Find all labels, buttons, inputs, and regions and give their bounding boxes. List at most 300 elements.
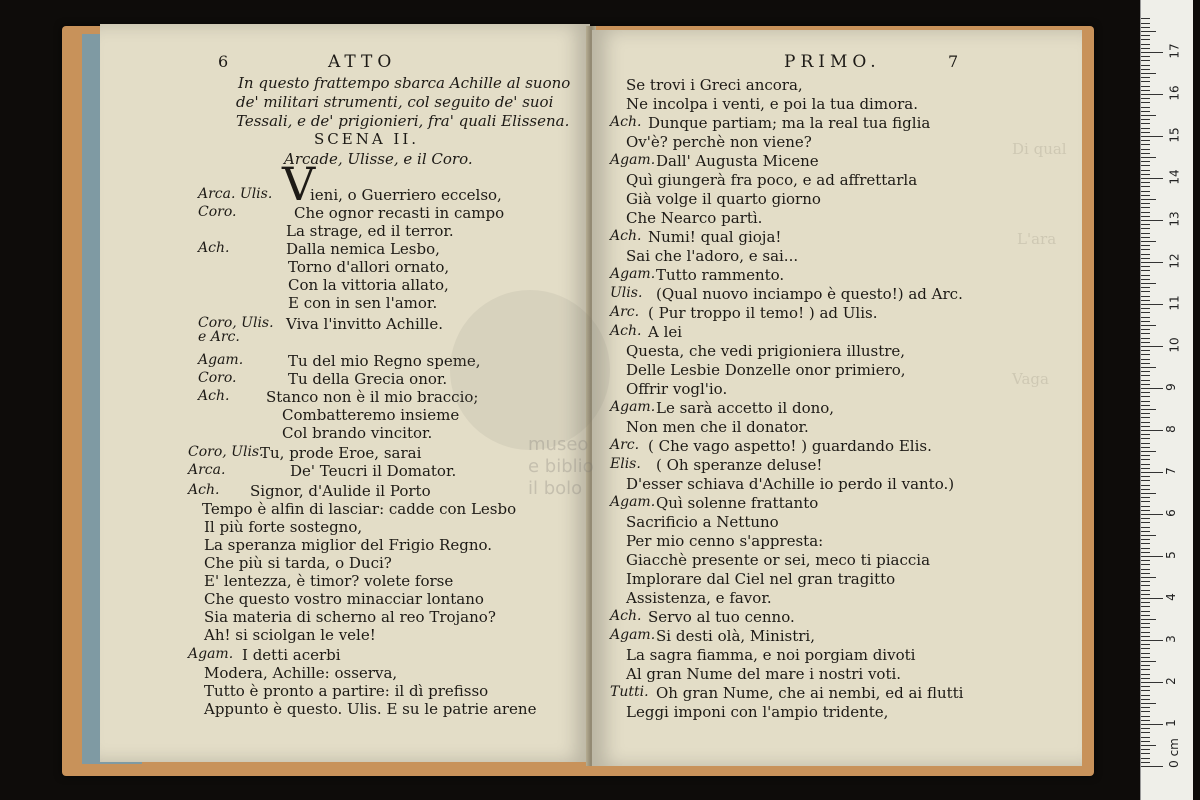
ruler-tick (1141, 354, 1150, 355)
ruler-tick (1141, 510, 1150, 511)
ruler-tick (1141, 585, 1150, 586)
ruler-tick (1141, 602, 1150, 603)
bleed-through-text: Vaga (1012, 370, 1049, 388)
ruler-tick (1141, 619, 1156, 620)
dialogue-line: Appunto è questo. Ulis. E su le patrie arene (204, 700, 537, 718)
ruler-tick (1141, 77, 1150, 78)
ruler-tick (1141, 60, 1150, 61)
ruler-tick (1141, 615, 1150, 616)
ruler-tick (1141, 266, 1150, 267)
ruler-tick (1141, 329, 1150, 330)
ruler-tick (1141, 249, 1150, 250)
ruler-tick (1141, 627, 1150, 628)
ruler-tick (1141, 724, 1163, 725)
ruler-tick (1141, 170, 1150, 171)
ruler-tick (1141, 632, 1150, 633)
dialogue-line: ( Oh speranze deluse! (656, 456, 823, 474)
dialogue-line: Combatteremo insieme (282, 406, 460, 424)
ruler-tick (1141, 220, 1163, 221)
ruler-tick (1141, 304, 1163, 305)
ruler-tick (1141, 342, 1150, 343)
dialogue-line: E' lentezza, è timor? volete forse (204, 572, 454, 590)
dialogue-line: Assistenza, e favor. (626, 589, 772, 607)
ruler-tick (1141, 548, 1150, 549)
ruler-number: 15 (1167, 127, 1182, 143)
dialogue-line: Dalla nemica Lesbo, (286, 240, 440, 258)
ruler-tick (1141, 224, 1150, 225)
dialogue-line: Quì solenne frattanto (656, 494, 819, 512)
ruler-tick (1141, 476, 1150, 477)
ruler-tick (1141, 573, 1150, 574)
ruler-tick (1141, 98, 1150, 99)
dialogue-line: (Qual nuovo inciampo è questo!) ad Arc. (656, 285, 963, 303)
ruler-tick (1141, 102, 1150, 103)
dialogue-line: La strage, ed il terror. (286, 222, 454, 240)
ruler-tick (1141, 94, 1163, 95)
ruler-tick (1141, 514, 1163, 515)
dialogue-line: Che Nearco partì. (626, 209, 763, 227)
ruler-tick (1141, 39, 1150, 40)
ruler-tick (1141, 359, 1150, 360)
watermark-logo (450, 290, 610, 450)
ruler-number: 5 (1163, 551, 1178, 559)
ruler-tick (1141, 648, 1150, 649)
ruler-tick (1141, 283, 1156, 284)
speaker-label: e Arc. (198, 329, 240, 345)
ruler-tick (1141, 384, 1150, 385)
dialogue-line: Stanco non è il mio braccio; (266, 388, 479, 406)
ruler-tick (1141, 111, 1150, 112)
ruler-tick (1141, 493, 1156, 494)
speaker-label: Elis. (610, 456, 641, 472)
dialogue-line: Col brando vincitor. (282, 424, 433, 442)
ruler-tick (1141, 396, 1150, 397)
ruler-tick (1141, 149, 1150, 150)
ruler-tick (1141, 745, 1156, 746)
ruler-tick (1141, 644, 1150, 645)
running-header-left: ATTO (328, 52, 397, 72)
dialogue-line: Le sarà accetto il dono, (656, 399, 835, 417)
ruler-tick (1141, 52, 1163, 53)
speaker-label: Ach. (198, 388, 230, 404)
dialogue-line: Servo al tuo cenno. (648, 608, 795, 626)
ruler-number: 3 (1163, 635, 1178, 643)
ruler-tick (1141, 262, 1163, 263)
ruler-tick (1141, 464, 1150, 465)
ruler-tick (1141, 581, 1150, 582)
ruler-tick (1141, 291, 1150, 292)
ruler-tick (1141, 569, 1150, 570)
ruler-tick (1141, 245, 1150, 246)
ruler-tick (1141, 598, 1163, 599)
dialogue-line: Signor, d'Aulide il Porto (250, 482, 431, 500)
ruler-tick (1141, 753, 1150, 754)
ruler-tick (1141, 119, 1150, 120)
ruler-tick (1141, 31, 1156, 32)
ruler-tick (1141, 178, 1163, 179)
speaker-label: Ach. (610, 114, 642, 130)
ruler-tick (1141, 623, 1150, 624)
ruler-tick (1141, 44, 1150, 45)
dialogue-line: Si desti olà, Ministri, (656, 627, 815, 645)
dialogue-line: Tu, prode Eroe, sarai (260, 444, 422, 462)
ruler-tick (1141, 447, 1150, 448)
bleed-through-text: L'ara (1017, 230, 1057, 248)
dialogue-line: A lei (648, 323, 683, 341)
ruler-tick (1141, 237, 1150, 238)
ruler-tick (1141, 115, 1156, 116)
ruler-tick (1141, 657, 1150, 658)
ruler-tick (1141, 749, 1150, 750)
stage-direction-line: de' militari strumenti, col seguito de' suoi (236, 93, 554, 111)
dialogue-line: Tutto è pronto a partire: il dì prefisso (204, 682, 489, 700)
ruler-tick (1141, 23, 1150, 24)
ruler-tick (1141, 321, 1150, 322)
dialogue-line: Torno d'allori ornato, (288, 258, 450, 276)
ruler-tick (1141, 203, 1150, 204)
ruler-number: 2 (1163, 677, 1178, 685)
ruler-tick (1141, 153, 1150, 154)
ruler-tick (1141, 199, 1156, 200)
ruler-tick (1141, 640, 1163, 641)
ruler-tick (1141, 434, 1150, 435)
ruler-tick (1141, 128, 1150, 129)
dialogue-line: Giacchè presente or sei, meco ti piaccia (626, 551, 931, 569)
dialogue-line: ( Che vago aspetto! ) guardando Elis. (648, 437, 932, 455)
ruler-tick (1141, 380, 1150, 381)
ruler-tick (1141, 27, 1150, 28)
ruler-tick (1141, 577, 1156, 578)
ruler-tick (1141, 430, 1163, 431)
ruler-tick (1141, 690, 1150, 691)
ruler-tick (1141, 371, 1150, 372)
dialogue-line: Tu della Grecia onor. (288, 370, 448, 388)
ruler-tick (1141, 350, 1150, 351)
drop-cap: V (282, 157, 316, 211)
ruler-tick (1141, 741, 1150, 742)
dialogue-line: Se trovi i Greci ancora, (626, 76, 803, 94)
dialogue-line: ieni, o Guerriero eccelso, (310, 186, 502, 204)
ruler-number: 1 (1163, 719, 1178, 727)
ruler-tick (1141, 590, 1150, 591)
ruler-tick (1141, 728, 1150, 729)
ruler-tick (1141, 531, 1150, 532)
ruler-tick (1141, 732, 1150, 733)
dialogue-line: Numi! qual gioja! (648, 228, 782, 246)
dialogue-line: Per mio cenno s'appresta: (626, 532, 824, 550)
ruler-tick (1141, 438, 1150, 439)
dialogue-line: De' Teucri il Domator. (290, 462, 457, 480)
speaker-label: Ach. (610, 608, 642, 624)
dialogue-line: Viva l'invitto Achille. (286, 315, 443, 333)
ruler-tick (1141, 535, 1156, 536)
ruler-tick (1141, 258, 1150, 259)
dialogue-line: Modera, Achille: osserva, (204, 664, 398, 682)
ruler-tick (1141, 594, 1150, 595)
ruler-zero-label: 0 cm (1166, 738, 1181, 768)
dialogue-line: Il più forte sostegno, (204, 518, 363, 536)
ruler-tick (1141, 480, 1150, 481)
ruler-tick (1141, 375, 1150, 376)
ruler-tick (1141, 157, 1156, 158)
ruler-tick (1141, 762, 1150, 763)
ruler-tick (1141, 678, 1150, 679)
ruler-tick (1141, 388, 1163, 389)
ruler-tick (1141, 279, 1150, 280)
speaker-label: Ach. (610, 323, 642, 339)
dialogue-line: Sacrificio a Nettuno (626, 513, 779, 531)
dialogue-line: D'esser schiava d'Achille io perdo il vanto.) (626, 475, 955, 493)
ruler-tick (1141, 165, 1150, 166)
ruler-tick (1141, 300, 1150, 301)
ruler-tick (1141, 518, 1150, 519)
ruler-tick (1141, 287, 1150, 288)
dialogue-line: Delle Lesbie Donzelle onor primiero, (626, 361, 906, 379)
ruler-tick (1141, 669, 1150, 670)
ruler-tick (1141, 611, 1150, 612)
speaker-label: Agam. (188, 646, 234, 662)
dialogue-line: Che ognor recasti in campo (294, 204, 505, 222)
dialogue-line: Quì giungerà fra poco, e ad affrettarla (626, 171, 918, 189)
ruler-tick (1141, 422, 1150, 423)
ruler-tick (1141, 107, 1150, 108)
ruler-tick (1141, 661, 1156, 662)
ruler-tick (1141, 346, 1163, 347)
ruler-tick (1141, 392, 1150, 393)
ruler-number: 11 (1167, 295, 1182, 311)
stage-direction-line: In questo frattempo sbarca Achille al suono (238, 74, 571, 92)
ruler-tick (1141, 207, 1150, 208)
ruler-tick (1141, 472, 1163, 473)
ruler-number: 7 (1163, 467, 1178, 475)
ruler-tick (1141, 716, 1150, 717)
ruler-tick (1141, 333, 1150, 334)
ruler-number: 17 (1167, 43, 1182, 59)
speaker-label: Arca. Ulis. (198, 186, 273, 202)
dialogue-line: Tutto rammento. (656, 266, 785, 284)
dialogue-line: Che questo vostro minacciar lontano (204, 590, 484, 608)
speaker-label: Agam. (198, 352, 244, 368)
ruler-tick (1141, 191, 1150, 192)
speaker-label: Ach. (198, 240, 230, 256)
ruler-tick (1141, 81, 1150, 82)
ruler-tick (1141, 413, 1150, 414)
dialogue-line: I detti acerbi (242, 646, 341, 664)
speaker-label: Ach. (188, 482, 220, 498)
ruler-tick (1141, 317, 1150, 318)
ruler-tick (1141, 140, 1150, 141)
ruler-tick (1141, 161, 1150, 162)
ruler-number: 9 (1163, 383, 1178, 391)
ruler-number: 14 (1167, 169, 1182, 185)
ruler-tick (1141, 711, 1150, 712)
ruler-tick (1141, 497, 1150, 498)
ruler-tick (1141, 228, 1150, 229)
ruler-number: 6 (1163, 509, 1178, 517)
ruler-tick (1141, 233, 1150, 234)
ruler-tick (1141, 73, 1156, 74)
dialogue-line: ( Pur troppo il temo! ) ad Ulis. (648, 304, 878, 322)
speaker-label: Coro. (198, 370, 237, 386)
ruler-tick (1141, 35, 1150, 36)
ruler-number: 4 (1163, 593, 1178, 601)
ruler-tick (1141, 665, 1150, 666)
speaker-label: Coro, Ulis. (198, 315, 274, 331)
dialogue-line: Sai che l'adoro, e sai... (626, 247, 799, 265)
ruler-tick (1141, 539, 1150, 540)
ruler-tick (1141, 506, 1150, 507)
ruler-tick (1141, 527, 1150, 528)
ruler-tick (1141, 69, 1150, 70)
ruler-tick (1141, 48, 1150, 49)
ruler-tick (1141, 485, 1150, 486)
stage-direction-line: Tessali, e de' prigionieri, fra' quali Elissena. (236, 112, 570, 130)
scene-characters: Arcade, Ulisse, e il Coro. (284, 150, 473, 168)
ruler-tick (1141, 254, 1150, 255)
ruler-tick (1141, 543, 1150, 544)
ruler-tick (1141, 682, 1163, 683)
ruler-tick (1141, 455, 1150, 456)
ruler-number: 13 (1167, 211, 1182, 227)
ruler-tick (1141, 56, 1150, 57)
speaker-label: Agam. (610, 266, 656, 282)
ruler-number: 12 (1167, 253, 1182, 269)
ruler-tick (1141, 552, 1150, 553)
ruler-tick (1141, 489, 1150, 490)
ruler-number: 10 (1167, 337, 1182, 353)
dialogue-line: La speranza miglior del Frigio Regno. (204, 536, 493, 554)
ruler-tick (1141, 325, 1156, 326)
speaker-label: Agam. (610, 494, 656, 510)
ruler-tick (1141, 443, 1150, 444)
ruler-tick (1141, 174, 1150, 175)
ruler-tick (1141, 653, 1150, 654)
right-page (592, 30, 1082, 766)
ruler-tick (1141, 212, 1150, 213)
dialogue-line: Non men che il donator. (626, 418, 809, 436)
ruler-tick (1141, 86, 1150, 87)
dialogue-line: La sagra fiamma, e noi porgiam divoti (626, 646, 916, 664)
ruler-tick (1141, 241, 1156, 242)
ruler-tick (1141, 195, 1150, 196)
ruler-number: 16 (1167, 85, 1182, 101)
dialogue-line: Dall' Augusta Micene (656, 152, 819, 170)
ruler-tick (1141, 90, 1150, 91)
ruler-tick (1141, 522, 1150, 523)
scene-title: SCENA II. (314, 130, 420, 148)
ruler-tick (1141, 409, 1156, 410)
dialogue-line: Già volge il quarto giorno (626, 190, 821, 208)
ruler-tick (1141, 405, 1150, 406)
ruler-tick (1141, 182, 1150, 183)
dialogue-line: Implorare dal Ciel nel gran tragitto (626, 570, 896, 588)
dialogue-line: Ah! si sciolgan le vele! (204, 626, 376, 644)
ruler-tick (1141, 136, 1163, 137)
ruler-tick (1141, 636, 1150, 637)
ruler-tick (1141, 606, 1150, 607)
ruler-tick (1141, 468, 1150, 469)
ruler-tick (1141, 338, 1150, 339)
ruler-tick (1141, 216, 1150, 217)
ruler-tick (1141, 417, 1150, 418)
ruler-tick (1141, 459, 1150, 460)
ruler-tick (1141, 766, 1163, 767)
ruler-number: 8 (1163, 425, 1178, 433)
speaker-label: Ach. (610, 228, 642, 244)
dialogue-line: Che più si tarda, o Duci? (204, 554, 392, 572)
speaker-label: Agam. (610, 152, 656, 168)
ruler-tick (1141, 296, 1150, 297)
ruler-tick (1141, 18, 1150, 19)
dialogue-line: Dunque partiam; ma la real tua figlia (648, 114, 931, 132)
ruler-tick (1141, 401, 1150, 402)
ruler-tick (1141, 132, 1150, 133)
speaker-label: Arca. (188, 462, 226, 478)
speaker-label: Coro. (198, 204, 237, 220)
speaker-label: Coro, Ulis. (188, 444, 264, 460)
page-number-right: 7 (948, 52, 959, 71)
ruler-tick (1141, 560, 1150, 561)
dialogue-line: E con in sen l'amor. (288, 294, 438, 312)
dialogue-line: Ov'è? perchè non viene? (626, 133, 812, 151)
ruler-tick (1141, 451, 1156, 452)
watermark-text: museo e biblio il bolo (528, 434, 594, 499)
dialogue-line: Oh gran Nume, che ai nembi, ed ai flutti (656, 684, 964, 702)
ruler-tick (1141, 363, 1150, 364)
ruler-tick (1141, 703, 1156, 704)
ruler-tick (1141, 186, 1150, 187)
speaker-label: Agam. (610, 399, 656, 415)
ruler-tick (1141, 123, 1150, 124)
speaker-label: Ulis. (610, 285, 643, 301)
dialogue-line: Al gran Nume del mare i nostri voti. (626, 665, 902, 683)
dialogue-line: Ne incolpa i venti, e poi la tua dimora. (626, 95, 918, 113)
ruler-tick (1141, 695, 1150, 696)
ruler-tick (1141, 674, 1150, 675)
ruler-tick (1141, 65, 1150, 66)
ruler-tick (1141, 737, 1150, 738)
speaker-label: Tutti. (610, 684, 649, 700)
dialogue-line: Con la vittoria allato, (288, 276, 449, 294)
ruler-tick (1141, 270, 1150, 271)
ruler-tick (1141, 686, 1150, 687)
dialogue-line: Tempo è alfin di lasciar: cadde con Lesbo (202, 500, 517, 518)
ruler-tick (1141, 556, 1163, 557)
ruler-tick (1141, 707, 1150, 708)
ruler-tick (1141, 367, 1156, 368)
ruler-tick (1141, 758, 1150, 759)
ruler-tick (1141, 426, 1150, 427)
measuring-ruler (1140, 0, 1193, 800)
dialogue-line: Leggi imponi con l'ampio tridente, (626, 703, 889, 721)
speaker-label: Arc. (610, 304, 640, 320)
dialogue-line: Questa, che vedi prigioniera illustre, (626, 342, 906, 360)
ruler-tick (1141, 564, 1150, 565)
dialogue-line: Offrir vogl'io. (626, 380, 728, 398)
dialogue-line: Sia materia di scherno al reo Trojano? (204, 608, 496, 626)
ruler-tick (1141, 720, 1150, 721)
dialogue-line: Tu del mio Regno speme, (288, 352, 481, 370)
speaker-label: Agam. (610, 627, 656, 643)
ruler-tick (1141, 312, 1150, 313)
ruler-tick (1141, 308, 1150, 309)
ruler-tick (1141, 144, 1150, 145)
ruler-tick (1141, 501, 1150, 502)
page-number-left: 6 (218, 52, 229, 71)
ruler-tick (1141, 275, 1150, 276)
ruler-tick (1141, 699, 1150, 700)
bleed-through-text: Di qual (1012, 140, 1067, 158)
